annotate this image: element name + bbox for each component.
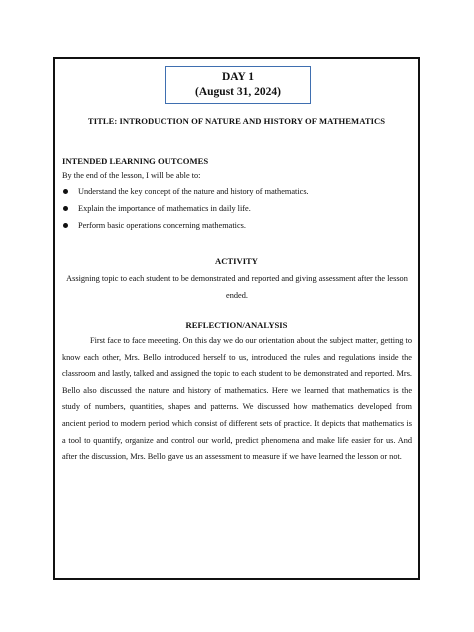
outcomes-intro: By the end of the lesson, I will be able to:	[62, 171, 201, 180]
day-header-box	[165, 66, 311, 104]
outcome-item	[62, 187, 309, 204]
bullet-icon	[63, 206, 68, 211]
outcomes-heading: INTENDED LEARNING OUTCOMES	[62, 156, 209, 166]
reflection-text: First face to face meeeting. On this day we do our orientation about the subject matter, getting to know each other, Mrs. Bello introduced herself to us, introduced the rules and regulations inside the classroom and lastly, talked and assigned the topic to each student to be demonstrated and reported. Mrs. Bello also discussed the nature and history of mathematics. Here we learned that mathematics is the study of numbers, quantities, shapes and patterns. We discussed how mathematics developed from ancient period to modern period which consist of different sets of practice. It depicts that mathematics is a tool to quantify, organize and control our world, predict phenomena and make life easier for us. And after the discussion, Mrs. Bello gave us an assessment to measure if we have learned the lesson or not.	[62, 336, 412, 462]
outcome-text: Understand the key concept of the nature and history of mathematics.	[78, 187, 309, 196]
bullet-icon	[63, 223, 68, 228]
bullet-icon	[63, 189, 68, 194]
document-title: TITLE: INTRODUCTION OF NATURE AND HISTORY OF MATHEMATICS	[87, 116, 386, 126]
page-border	[53, 57, 420, 580]
outcome-item	[62, 221, 309, 238]
activity-text: Assigning topic to each student to be demonstrated and reported and giving assessment after the lesson ended.	[66, 274, 408, 300]
outcome-text: Perform basic operations concerning mathematics.	[78, 221, 246, 230]
outcomes-list	[62, 187, 309, 238]
reflection-heading: REFLECTION/ANALYSIS	[185, 320, 288, 330]
day-date: (August 31, 2024)	[195, 86, 281, 98]
day-label: DAY 1	[221, 71, 255, 83]
activity-heading: ACTIVITY	[215, 256, 258, 266]
outcome-text: Explain the importance of mathematics in daily life.	[78, 204, 251, 213]
outcome-item	[62, 204, 309, 221]
